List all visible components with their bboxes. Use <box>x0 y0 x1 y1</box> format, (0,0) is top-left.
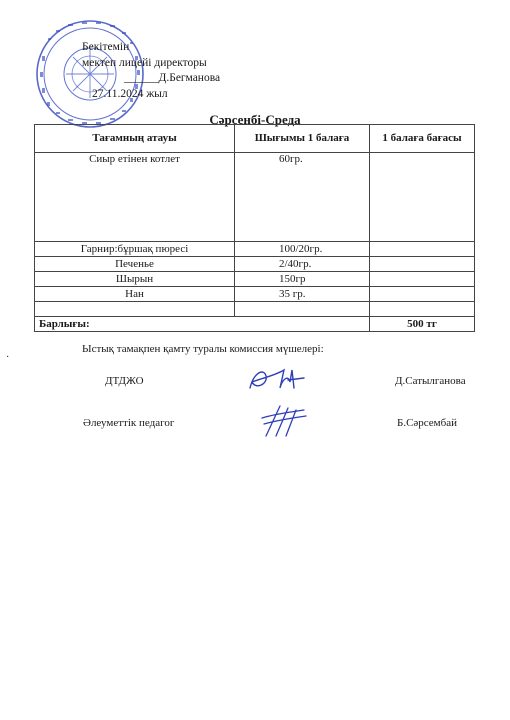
total-price: 500 тг <box>370 317 475 332</box>
cell-amount <box>235 302 370 317</box>
page-title: Сәрсенбі-Среда <box>209 112 301 127</box>
cell-amount: 35 гр. <box>235 287 370 302</box>
table-row <box>35 242 475 257</box>
cell-amount: 2/40гр. <box>235 257 370 272</box>
signatory-role-2: Әлеуметтік педагог <box>83 417 175 429</box>
cell-price <box>370 272 475 287</box>
table-row <box>35 302 475 317</box>
commission-heading: Ыстық тамақпен қамту туралы комиссия мүшелері: <box>82 343 324 355</box>
cell-amount: 100/20гр. <box>235 242 370 257</box>
table-row <box>35 257 475 272</box>
cell-price <box>370 257 475 272</box>
header-price: 1 балаға бағасы <box>370 125 475 153</box>
signature-2 <box>258 402 310 440</box>
cell-dish-name: Шырын <box>35 272 235 287</box>
menu-table <box>34 124 475 332</box>
table-row <box>35 272 475 287</box>
header-dish-name: Тағамның атауы <box>35 125 235 153</box>
cell-dish-name: Гарнир:бұршақ пюресі <box>35 242 235 257</box>
table-total-row <box>35 317 475 332</box>
stray-mark: · <box>6 352 10 363</box>
approval-director-name: Д.Бегманова <box>158 72 221 84</box>
signature-1 <box>244 362 308 396</box>
approval-line1: Бекітемін <box>82 41 130 53</box>
cell-amount: 150гр <box>235 272 370 287</box>
cell-price <box>370 302 475 317</box>
approval-line2: мектеп лицейі директоры <box>82 56 207 69</box>
cell-price <box>370 153 475 242</box>
signatory-name-1: Д.Сатылганова <box>395 375 466 387</box>
total-label: Барлығы: <box>35 317 370 332</box>
header-amount: Шығымы 1 балаға <box>235 125 370 153</box>
cell-amount: 60гр. <box>235 153 370 242</box>
cell-dish-name: Печенье <box>35 257 235 272</box>
cell-price <box>370 287 475 302</box>
approval-line3 <box>82 71 220 87</box>
cell-dish-name: Сиыр етінен котлет <box>35 153 235 242</box>
table-row <box>35 287 475 302</box>
cell-dish-name: Нан <box>35 287 235 302</box>
table-header-row <box>35 125 475 153</box>
approval-block <box>82 40 220 102</box>
approval-date: 27.11.2024 жыл <box>92 87 168 100</box>
cell-dish-name <box>35 302 235 317</box>
cell-price <box>370 242 475 257</box>
approval-blank: ______ <box>124 72 159 84</box>
table-row <box>35 153 475 242</box>
signatory-name-2: Б.Сәрсембай <box>397 417 458 429</box>
signatory-role-1: ДТДЖО <box>105 375 144 387</box>
